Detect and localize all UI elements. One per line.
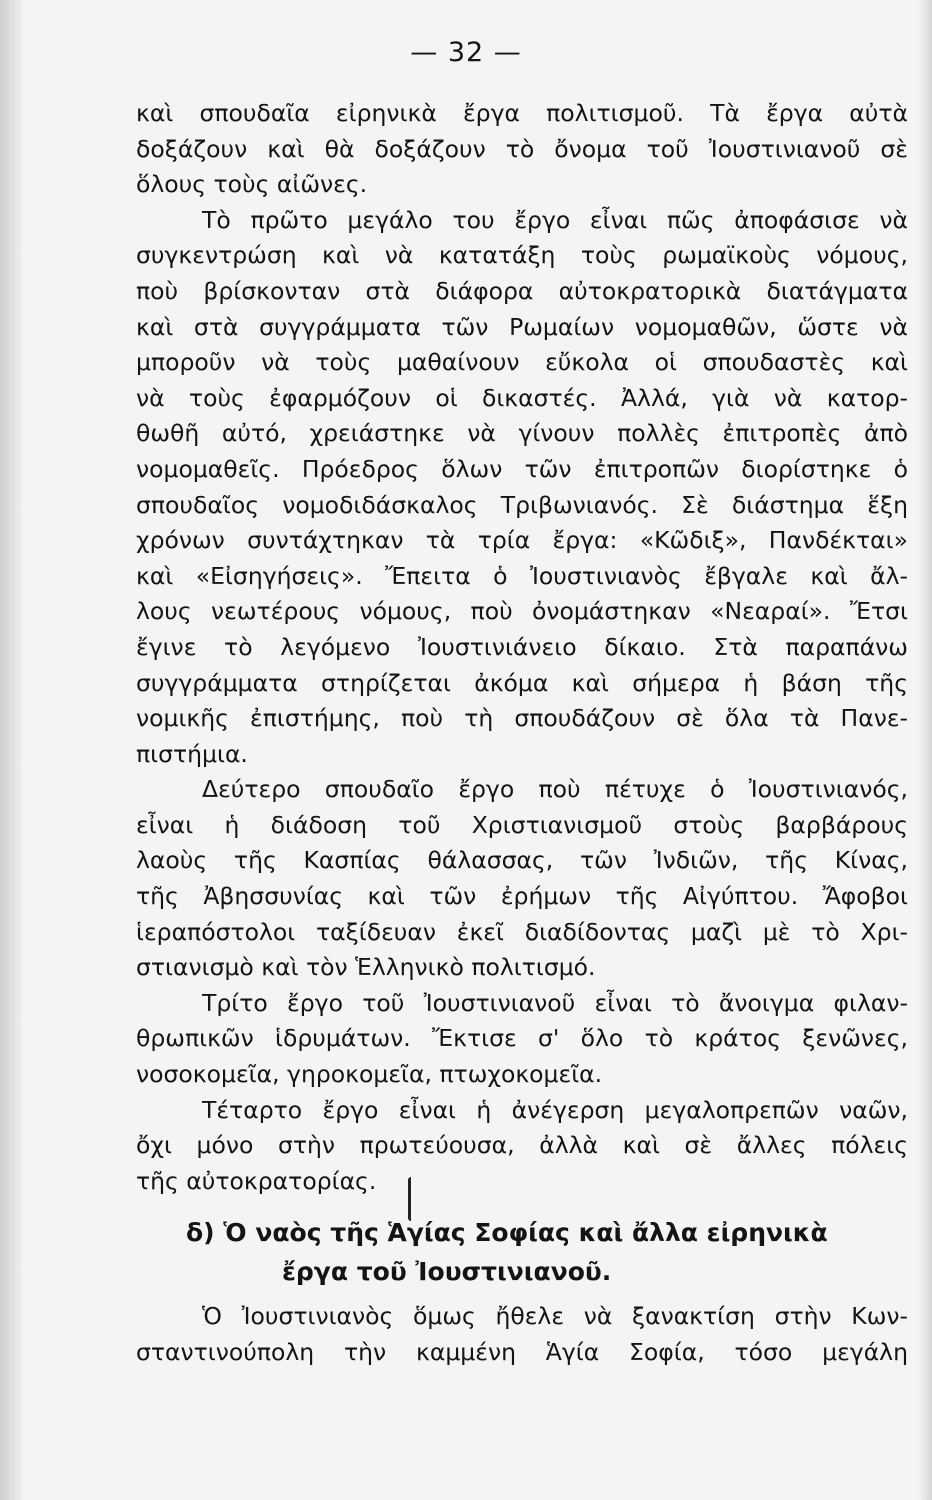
text-line: θρωπικῶν ἱδρυμάτων. Ἔκτισε σ' ὅλο τὸ κράτος ξενῶνες, bbox=[136, 1024, 908, 1053]
page-number: — 32 — bbox=[410, 37, 522, 68]
text-line: συγγράμματα στηρίζεται ἀκόμα καὶ σήμερα ἡ βάση τῆς bbox=[136, 668, 908, 697]
page-right-edge-shadow bbox=[918, 0, 932, 1500]
text-line: νοσοκομεῖα, γηροκομεῖα, πτωχοκομεῖα. bbox=[136, 1060, 603, 1089]
text-line: πιστήμια. bbox=[136, 739, 248, 768]
paragraph-first-line: Τέταρτο ἔργο εἶναι ἡ ἀνέγερση μεγαλοπρεπῶν ναῶν, bbox=[202, 1095, 908, 1124]
section-heading: δ) Ὁ ναὸς τῆς Ἁγίας Σοφίας καὶ ἄλλα εἰρηνικὰ bbox=[186, 1218, 828, 1248]
text-line: ὄχι μόνο στὴν πρωτεύουσα, ἀλλὰ καὶ σὲ ἄλλες πόλεις bbox=[136, 1131, 908, 1160]
text-line: ἱεραπόστολοι ταξίδευαν ἐκεῖ διαδίδοντας μαζὶ μὲ τὸ Χρι- bbox=[136, 917, 908, 946]
paragraph-first-line: Τρίτο ἔργο τοῦ Ἰουστινιανοῦ εἶναι τὸ ἄνοιγμα φιλαν- bbox=[202, 988, 908, 1017]
paragraph-first-line: Ὁ Ἰουστινιανὸς ὅμως ἤθελε νὰ ξανακτίση στὴν Κων- bbox=[202, 1302, 908, 1331]
text-line: τῆς Ἀβησσυνίας καὶ τῶν ἐρήμων τῆς Αἰγύπτου. Ἄφοβοι bbox=[136, 882, 908, 911]
body-text bbox=[136, 96, 908, 1371]
text-line: νομικῆς ἐπιστήμης, ποὺ τὴ σπουδάζουν σὲ ὅλα τὰ Πανε- bbox=[136, 704, 908, 733]
text-line: καὶ στὰ συγγράμματα τῶν Ρωμαίων νομομαθῶν, ὥστε νὰ bbox=[136, 312, 908, 341]
text-line: θωθῆ αὐτό, χρειάστηκε νὰ γίνουν πολλὲς ἐπιτροπὲς ἀπὸ bbox=[136, 419, 908, 448]
paragraph-first-line: Δεύτερο σπουδαῖο ἔργο ποὺ πέτυχε ὁ Ἰουστινιανός, bbox=[202, 775, 908, 804]
page-left-edge-shadow bbox=[0, 0, 22, 1500]
pen-mark bbox=[408, 1177, 417, 1221]
text-line: δοξάζουν καὶ θὰ δοξάζουν τὸ ὄνομα τοῦ Ἰουστινιανοῦ σὲ bbox=[136, 134, 908, 163]
section-heading-continued: ἔργα τοῦ Ἰουστινιανοῦ. bbox=[282, 1257, 612, 1287]
text-line: λους νεωτέρους νόμους, ποὺ ὀνομάστηκαν «Νεαραί». Ἔτσι bbox=[136, 597, 908, 626]
paragraph-first-line: Τὸ πρῶτο μεγάλο του ἔργο εἶναι πῶς ἀποφάσισε νὰ bbox=[202, 205, 908, 234]
text-line: σπουδαῖος νομοδιδάσκαλος Τριβωνιανός. Σὲ διάστημα ἕξη bbox=[136, 490, 908, 519]
text-line: μποροῦν νὰ τοὺς μαθαίνουν εὔκολα οἱ σπουδαστὲς καὶ bbox=[136, 348, 908, 377]
text-line: στιανισμὸ καὶ τὸν Ἑλληνικὸ πολιτισμό. bbox=[136, 953, 596, 982]
text-line: σταντινούπολη τὴν καμμένη Ἁγία Σοφία, τόσο μεγάλη bbox=[136, 1338, 908, 1366]
text-line: τῆς αὐτοκρατορίας. bbox=[136, 1166, 377, 1195]
text-line: καὶ «Εἰσηγήσεις». Ἔπειτα ὁ Ἰουστινιανὸς ἔβγαλε καὶ ἄλ- bbox=[136, 561, 908, 590]
text-line: καὶ σπουδαῖα εἰρηνικὰ ἔργα πολιτισμοῦ. Τὰ ἔργα αὐτὰ bbox=[136, 99, 908, 127]
text-line: συγκεντρώση καὶ νὰ κατατάξη τοὺς ρωμαϊκοὺς νόμους, bbox=[136, 241, 908, 270]
text-line: ὅλους τοὺς αἰῶνες. bbox=[136, 170, 368, 199]
text-line: εἶναι ἡ διάδοση τοῦ Χριστιανισμοῦ στοὺς βαρβάρους bbox=[136, 810, 908, 839]
text-line: χρόνων συντάχτηκαν τὰ τρία ἔργα: «Κῶδιξ», Πανδέκται» bbox=[136, 526, 908, 555]
text-line: ἔγινε τὸ λεγόμενο Ἰουστινιάνειο δίκαιο. Στὰ παραπάνω bbox=[136, 632, 908, 661]
text-line: νομομαθεῖς. Πρόεδρος ὅλων τῶν ἐπιτροπῶν διορίστηκε ὁ bbox=[136, 454, 908, 483]
text-line: νὰ τοὺς ἐφαρμόζουν οἱ δικαστές. Ἀλλά, γιὰ νὰ κατορ- bbox=[136, 383, 908, 412]
text-line: ποὺ βρίσκονταν στὰ διάφορα αὐτοκρατορικὰ διατάγματα bbox=[136, 276, 908, 305]
text-line: λαοὺς τῆς Κασπίας θάλασσας, τῶν Ἰνδιῶν, τῆς Κίνας, bbox=[136, 846, 908, 875]
